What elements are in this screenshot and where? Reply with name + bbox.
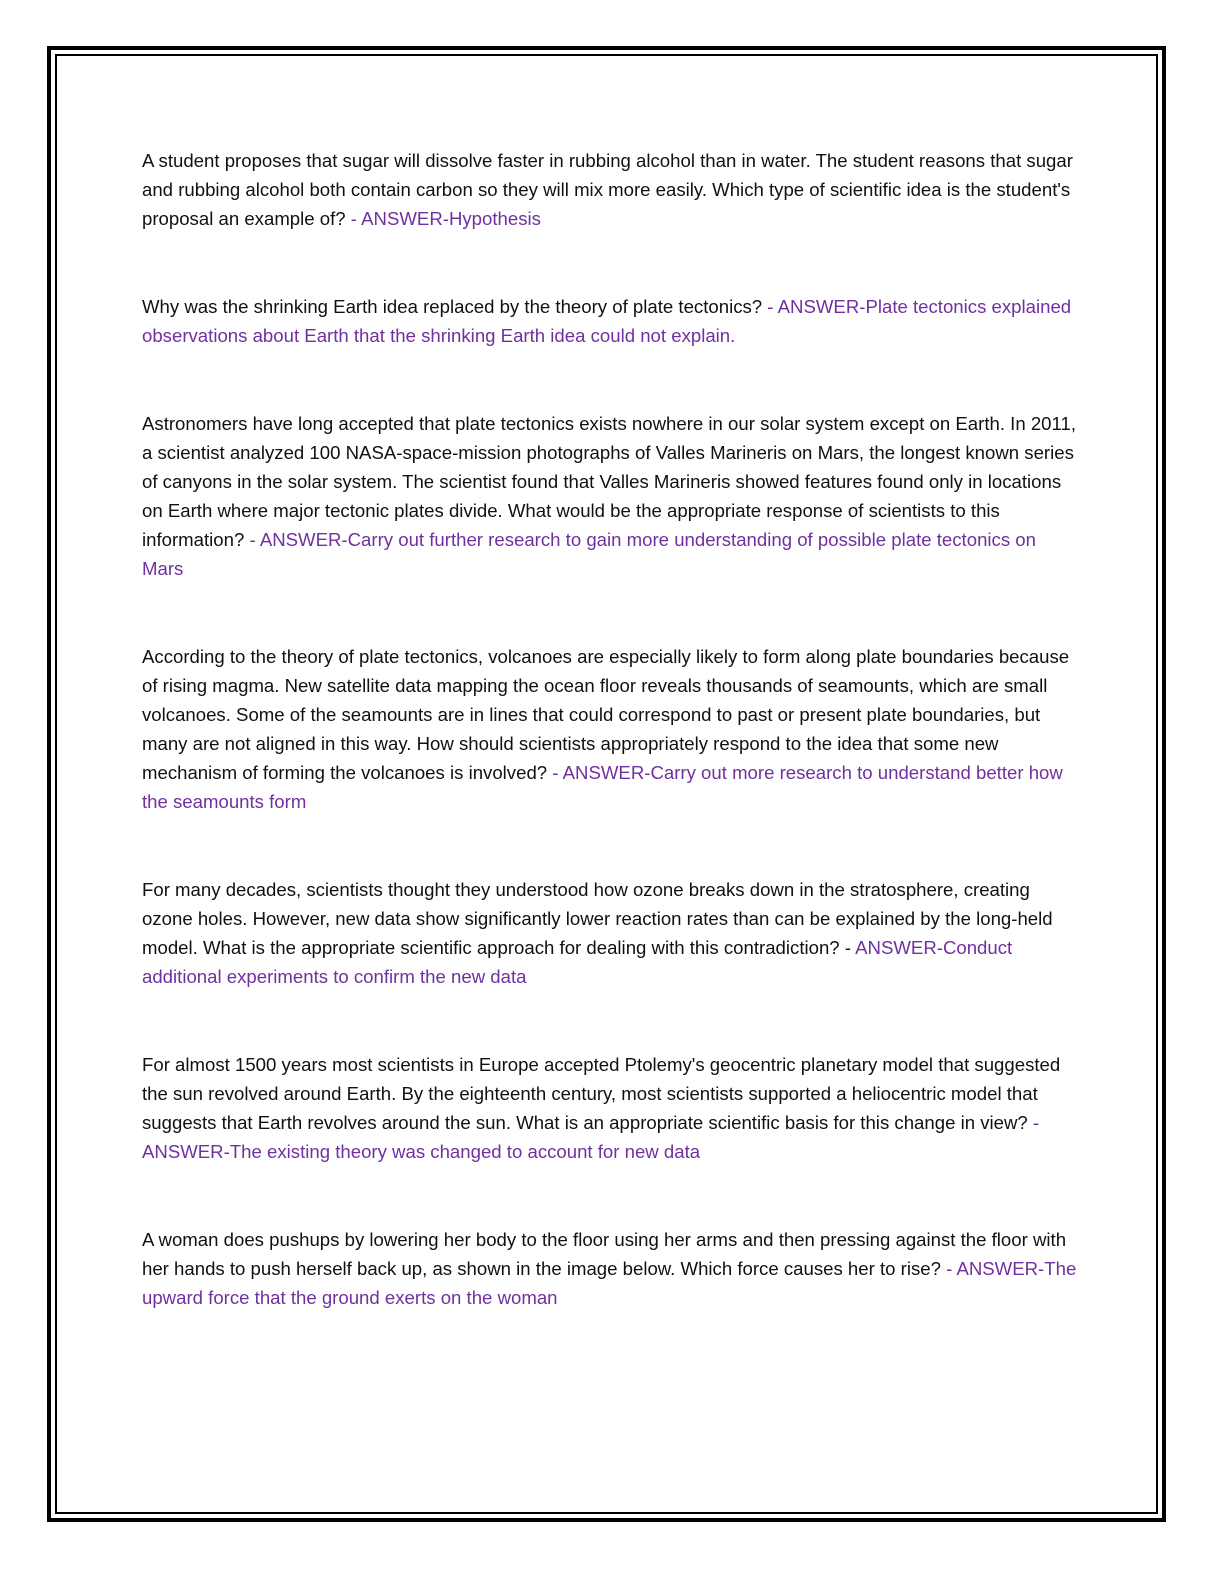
document-body: [142, 146, 1082, 1371]
qa-item-1: [142, 146, 1082, 233]
answer-text: - ANSWER-Carry out further research to gain more understanding of possible plate tectonics on Mars: [142, 529, 1036, 579]
qa-item-6: [142, 1050, 1082, 1166]
question-text: Astronomers have long accepted that plate tectonics exists nowhere in our solar system except on Earth. In 2011, a scientist analyzed 100 NASA-space-mission photographs of Valles Marineris on Mars, the longest known series of canyons in the solar system. The scientist found that Valles Marineris showed features found only in locations on Earth where major tectonic plates divide. What would be the appropriate response of scientists to this information?: [142, 413, 1076, 550]
qa-item-3: [142, 409, 1082, 583]
answer-text: - ANSWER-The upward force that the ground exerts on the woman: [142, 1258, 1077, 1308]
question-text: A student proposes that sugar will dissolve faster in rubbing alcohol than in water. The student reasons that sugar and rubbing alcohol both contain carbon so they will mix more easily. Which type of scientific idea is the student's proposal an example of?: [142, 150, 1073, 229]
qa-item-4: [142, 642, 1082, 816]
answer-text: - ANSWER-The existing theory was changed to account for new data: [142, 1112, 1040, 1162]
question-text: A woman does pushups by lowering her body to the floor using her arms and then pressing against the floor with her hands to push herself back up, as shown in the image below. Which force causes her to rise?: [142, 1229, 1067, 1279]
question-text: For many decades, scientists thought they understood how ozone breaks down in the stratosphere, creating ozone holes. However, new data show significantly lower reaction rates than can be explained by the long-held model. What is the appropriate scientific approach for dealing with this contradiction? -: [142, 879, 1053, 958]
question-text: Why was the shrinking Earth idea replaced by the theory of plate tectonics?: [142, 296, 763, 317]
question-text: For almost 1500 years most scientists in Europe accepted Ptolemy's geocentric planetary model that suggested the sun revolved around Earth. By the eighteenth century, most scientists supported a heliocentric model that suggests that Earth revolves around the sun. What is an appropriate scientific basis for this change in view?: [142, 1054, 1061, 1133]
answer-text: - ANSWER-Carry out more research to understand better how the seamounts form: [142, 762, 1063, 812]
answer-text: ANSWER-Conduct additional experiments to confirm the new data: [142, 937, 1013, 987]
answer-text: - ANSWER-Plate tectonics explained observations about Earth that the shrinking Earth idea could not explain.: [142, 296, 1072, 346]
qa-item-7: [142, 1225, 1082, 1312]
qa-item-5: [142, 875, 1082, 991]
question-text: According to the theory of plate tectonics, volcanoes are especially likely to form along plate boundaries because of rising magma. New satellite data mapping the ocean floor reveals thousands of seamounts, which are small volcanoes. Some of the seamounts are in lines that could correspond to past or present plate boundaries, but many are not aligned in this way. How should scientists appropriately respond to the idea that some new mechanism of forming the volcanoes is involved?: [142, 646, 1070, 783]
answer-text: - ANSWER-Hypothesis: [345, 208, 541, 229]
qa-item-2: [142, 292, 1082, 350]
